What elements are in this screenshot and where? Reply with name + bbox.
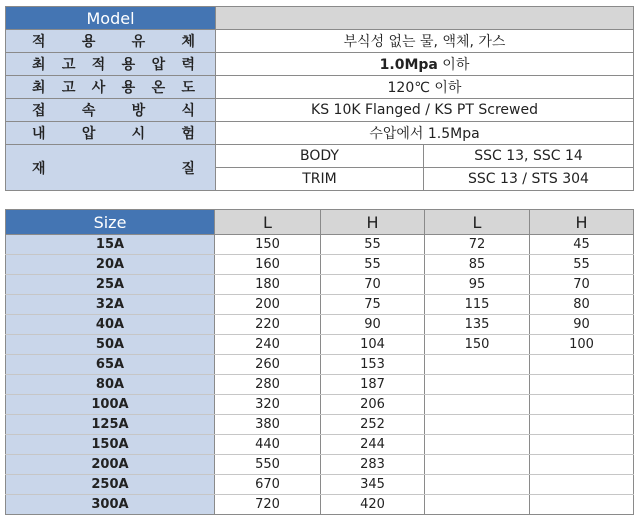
size-cell: 15A [6, 235, 215, 255]
size-cell: 20A [6, 255, 215, 275]
l2-cell [425, 495, 530, 515]
size-cell: 65A [6, 355, 215, 375]
l1-cell: 320 [215, 395, 321, 415]
size-cell: 300A [6, 495, 215, 515]
l2-cell: 135 [425, 315, 530, 335]
table-row [6, 375, 634, 395]
label-max-temperature: 최 고 사 용 온 도 [6, 76, 216, 99]
h1-cell: 420 [321, 495, 425, 515]
h1-cell: 55 [321, 235, 425, 255]
size-cell: 250A [6, 475, 215, 495]
l2-cell [425, 475, 530, 495]
l2-cell [425, 455, 530, 475]
value-connection: KS 10K Flanged / KS PT Screwed [216, 99, 634, 122]
l1-cell: 260 [215, 355, 321, 375]
label-fluid: 적 용 유 체 [6, 30, 216, 53]
h2-cell [530, 375, 634, 395]
l2-cell [425, 355, 530, 375]
table-row [6, 455, 634, 475]
l2-cell: 95 [425, 275, 530, 295]
h2-cell: 100 [530, 335, 634, 355]
size-cell: 100A [6, 395, 215, 415]
material-body-label: BODY [216, 145, 424, 168]
h2-cell [530, 415, 634, 435]
table-row [6, 295, 634, 315]
l1-cell: 280 [215, 375, 321, 395]
h2-cell: 45 [530, 235, 634, 255]
l2-cell [425, 415, 530, 435]
size-table [5, 209, 634, 515]
h2-cell [530, 355, 634, 375]
l1-cell: 440 [215, 435, 321, 455]
label-connection: 접 속 방 식 [6, 99, 216, 122]
h1-cell: 75 [321, 295, 425, 315]
material-trim-value: SSC 13 / STS 304 [424, 168, 634, 191]
table-row [6, 415, 634, 435]
h1-cell: 187 [321, 375, 425, 395]
table-row [6, 475, 634, 495]
table-row [6, 395, 634, 415]
table-row [6, 255, 634, 275]
l1-cell: 380 [215, 415, 321, 435]
h1-cell: 90 [321, 315, 425, 335]
size-header-row [6, 210, 634, 235]
size-cell: 25A [6, 275, 215, 295]
h1-cell: 104 [321, 335, 425, 355]
l1-cell: 720 [215, 495, 321, 515]
header-h-screwed: H [321, 210, 425, 235]
size-cell: 50A [6, 335, 215, 355]
table-row [6, 315, 634, 335]
size-cell: 125A [6, 415, 215, 435]
table-row [6, 355, 634, 375]
size-cell: 150A [6, 435, 215, 455]
l2-cell [425, 435, 530, 455]
table-row [6, 495, 634, 515]
material-trim-label: TRIM [216, 168, 424, 191]
size-cell: 80A [6, 375, 215, 395]
h2-cell [530, 495, 634, 515]
l1-cell: 240 [215, 335, 321, 355]
size-cell: 40A [6, 315, 215, 335]
l1-cell: 150 [215, 235, 321, 255]
label-max-pressure: 최 고 적 용 압 력 [6, 53, 216, 76]
size-cell: 32A [6, 295, 215, 315]
header-h-flanged: H [530, 210, 634, 235]
label-material: 재 질 [6, 145, 216, 191]
l1-cell: 220 [215, 315, 321, 335]
value-fluid: 부식성 없는 물, 액체, 가스 [216, 30, 634, 53]
header-l-screwed: L [215, 210, 321, 235]
header-size: Size [6, 210, 215, 235]
h1-cell: 345 [321, 475, 425, 495]
l1-cell: 550 [215, 455, 321, 475]
h1-cell: 55 [321, 255, 425, 275]
l1-cell: 670 [215, 475, 321, 495]
h2-cell [530, 435, 634, 455]
size-cell: 200A [6, 455, 215, 475]
h1-cell: 252 [321, 415, 425, 435]
h2-cell: 55 [530, 255, 634, 275]
h2-cell [530, 455, 634, 475]
table-row [6, 275, 634, 295]
l2-cell [425, 395, 530, 415]
material-body-value: SSC 13, SSC 14 [424, 145, 634, 168]
h2-cell [530, 395, 634, 415]
l1-cell: 180 [215, 275, 321, 295]
l2-cell: 72 [425, 235, 530, 255]
h1-cell: 244 [321, 435, 425, 455]
l2-cell [425, 375, 530, 395]
value-max-pressure: 1.0Mpa 이하 [216, 53, 634, 76]
l2-cell: 115 [425, 295, 530, 315]
spec-table [5, 6, 634, 191]
header-l-flanged: L [425, 210, 530, 235]
h1-cell: 206 [321, 395, 425, 415]
model-header: Model [6, 7, 216, 30]
l1-cell: 160 [215, 255, 321, 275]
h2-cell [530, 475, 634, 495]
h1-cell: 283 [321, 455, 425, 475]
value-pressure-test: 수압에서 1.5Mpa [216, 122, 634, 145]
h1-cell: 153 [321, 355, 425, 375]
label-pressure-test: 내 압 시 험 [6, 122, 216, 145]
model-value-cell [216, 7, 634, 30]
h2-cell: 80 [530, 295, 634, 315]
table-row [6, 335, 634, 355]
h2-cell: 90 [530, 315, 634, 335]
table-row [6, 435, 634, 455]
h1-cell: 70 [321, 275, 425, 295]
h2-cell: 70 [530, 275, 634, 295]
table-row [6, 235, 634, 255]
value-max-temperature: 120℃ 이하 [216, 76, 634, 99]
l2-cell: 85 [425, 255, 530, 275]
l2-cell: 150 [425, 335, 530, 355]
l1-cell: 200 [215, 295, 321, 315]
